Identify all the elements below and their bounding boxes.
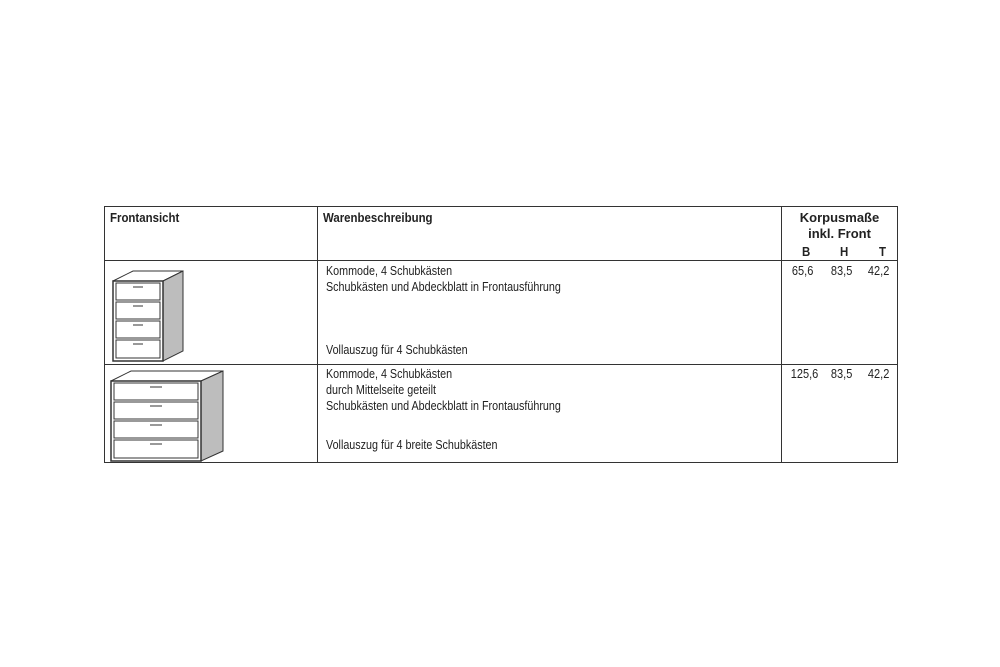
header-col-h: H	[840, 244, 849, 259]
row-2-footer: Vollauszug für 4 breite Schubkästen	[326, 438, 498, 452]
row-2-dim-b: 125,6	[790, 367, 818, 381]
row-divider	[105, 260, 897, 261]
row-1-line-1: Kommode, 4 Schubkästen	[326, 264, 453, 278]
header-korpusmasse: Korpusmaße	[799, 210, 880, 225]
header-inkl-front: inkl. Front	[808, 226, 871, 241]
row-1-dim-h: 83,5	[830, 264, 852, 278]
row-2-dim-t: 42,2	[867, 367, 889, 381]
row-1-footer: Vollauszug für 4 Schubkästen	[326, 343, 468, 357]
product-table	[104, 206, 898, 463]
header-col-t: T	[879, 244, 886, 259]
header-col-b: B	[802, 244, 811, 259]
row-2-line-2: durch Mittelseite geteilt	[326, 383, 436, 397]
column-divider	[781, 207, 782, 462]
row-1-dim-t: 42,2	[867, 264, 889, 278]
dresser-wide-sketch	[107, 369, 227, 463]
row-2-line-1: Kommode, 4 Schubkästen	[326, 367, 453, 381]
header-frontansicht: Frontansicht	[110, 210, 180, 225]
row-divider	[105, 364, 897, 365]
row-1-line-2: Schubkästen und Abdeckblatt in Frontausführung	[326, 280, 561, 294]
row-1-dim-b: 65,6	[791, 264, 813, 278]
row-2-dim-h: 83,5	[830, 367, 852, 381]
dresser-narrow-sketch	[109, 269, 189, 363]
row-2-line-3: Schubkästen und Abdeckblatt in Frontausführung	[326, 399, 561, 413]
column-divider	[317, 207, 318, 462]
header-warenbeschreibung: Warenbeschreibung	[323, 210, 433, 225]
